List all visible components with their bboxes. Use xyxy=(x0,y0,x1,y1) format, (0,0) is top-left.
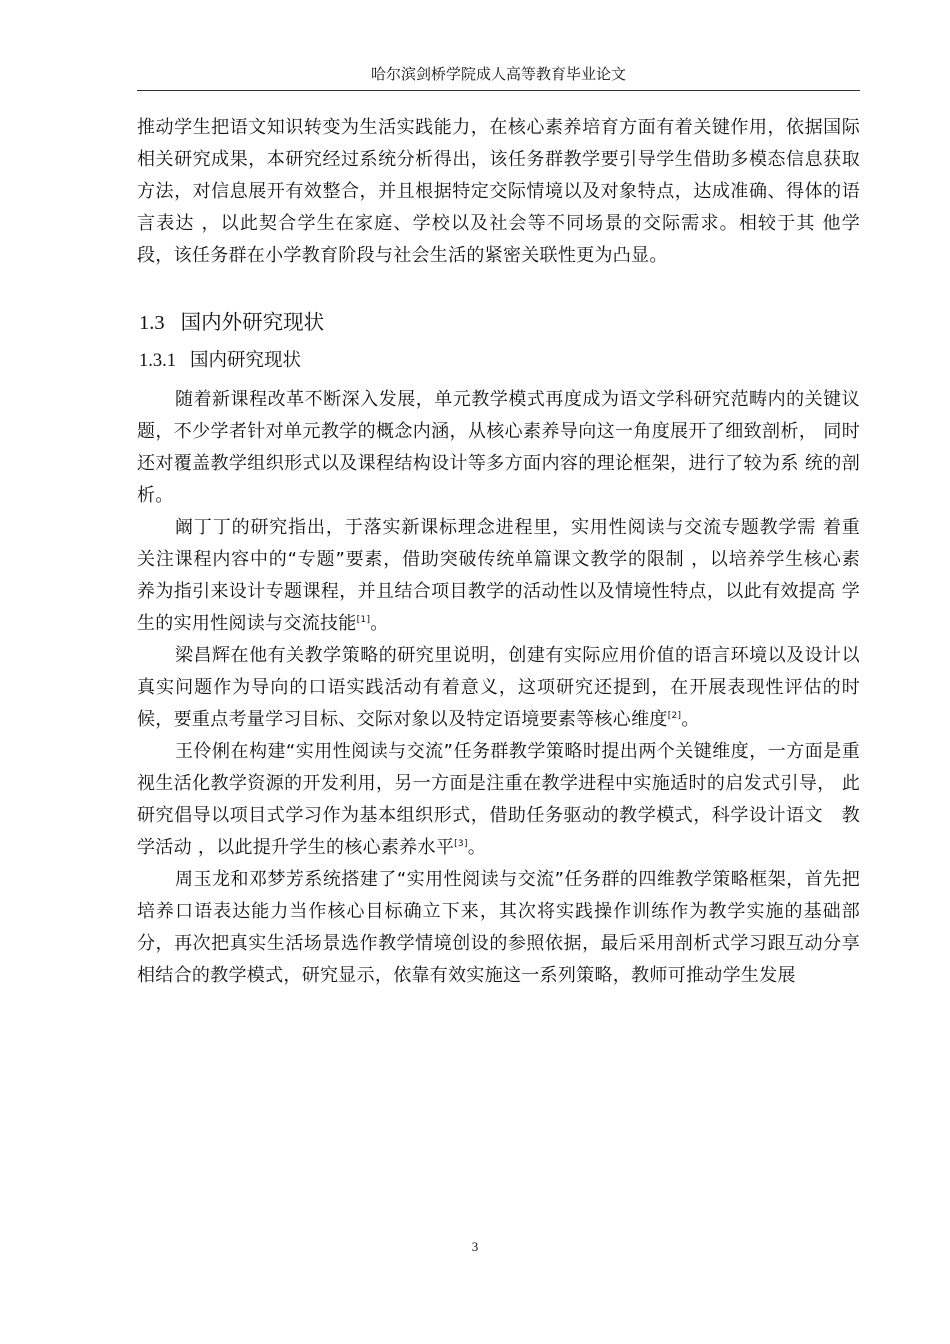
paragraph-text: 梁昌辉在他有关教学策略的研究里说明，创建有实际应用价值的语言环境以及设计以真实问题作为导向的口语实践活动有着意义，这项研究还提到，在开展表现性评估的时候，要重点考量学习目标、交际对象以及特定语境要素等核心维度 xyxy=(137,645,860,730)
header-divider xyxy=(137,90,860,91)
paragraph-text: 阚丁丁的研究指出，于落实新课标理念进程里，实用性阅读与交流专题教学需 着重 关注课程内容中的“专题”要素，借助突破传统单篇课文教学的限制 ，以培养学生核心素 养为指引来设计专题课程，并且结合项目教学的活动性以及情境性特点，以此有效提高 学生的实用性阅读与交流技能 xyxy=(137,517,860,634)
paragraph-intro: 推动学生把语文知识转变为生活实践能力，在核心素养培育方面有着关键作用，依据国际相关研究成果，本研究经过系统分析得出，该任务群教学要引导学生借助多模态信息获取方法，对信息展开有效整合，并且根据特定交际情境以及对象特点，达成准确、得体的语言表达 ，以此契合学生在家庭、学校以及社会等不同场景的交际需求。相较于其 他学段，该任务群在小学教育阶段与社会生活的紧密关联性更为凸显。 xyxy=(137,117,860,266)
paragraph xyxy=(137,736,860,864)
paragraph xyxy=(137,384,860,512)
paragraph-end: 。 xyxy=(467,837,487,858)
paragraph xyxy=(137,512,860,640)
citation-ref[interactable]: [2] xyxy=(667,711,682,721)
paragraph-end: 。 xyxy=(681,709,700,730)
paragraph xyxy=(137,864,860,992)
section-title: 国内外研究现状 xyxy=(180,310,325,334)
paragraph-text: 王伶俐在构建“实用性阅读与交流”任务群教学策略时提出两个关键维度，一方面是重视生活化教学资源的开发利用，另一方面是注重在教学进程中实施适时的启发式引导， 此研究倡导以项目式学习作为基本组织形式，借助任务驱动的教学模式，科学设计语文 教学活动 ，以此提升学生的核心素养水平 xyxy=(137,741,860,858)
paragraph-end: 。 xyxy=(370,613,389,634)
citation-ref[interactable]: [1] xyxy=(356,615,371,625)
page-number: 3 xyxy=(471,1239,479,1254)
paragraph xyxy=(137,640,860,736)
subsection-heading-1-3-1 xyxy=(139,343,860,379)
paragraph-text: 周玉龙和邓梦芳系统搭建了“实用性阅读与交流”任务群的四维教学策略框架，首先把培养口语表达能力当作核心目标确立下来，其次将实践操作训练作为教学实施的基础部分，再次把真实生活场景选作教学情境创设的参照依据，最后采用剖析式学习跟互动分享相结合的教学模式，研究显示，依靠有效实施这一系列策略，教师可推动学生发展 xyxy=(137,869,860,986)
running-header: 哈尔滨剑桥学院成人高等教育毕业论文 xyxy=(370,65,626,83)
citation-ref[interactable]: [3] xyxy=(454,839,468,849)
paragraph-text: 随着新课程改革不断深入发展，单元教学模式再度成为语文学科研究范畴内的关键议题，不少学者针对单元教学的概念内涵，从核心素养导向这一角度展开了细致剖析， 同时还对覆盖教学组织形式以及课程结构设计等多方面内容的理论框架，进行了较为系 统的剖析。 xyxy=(137,389,860,506)
section-heading-1-3 xyxy=(139,302,860,343)
subsection-title: 国内研究现状 xyxy=(190,350,302,371)
section-number: 1.3 xyxy=(139,312,165,334)
subsection-number: 1.3.1 xyxy=(139,351,176,371)
page-body xyxy=(137,112,860,992)
